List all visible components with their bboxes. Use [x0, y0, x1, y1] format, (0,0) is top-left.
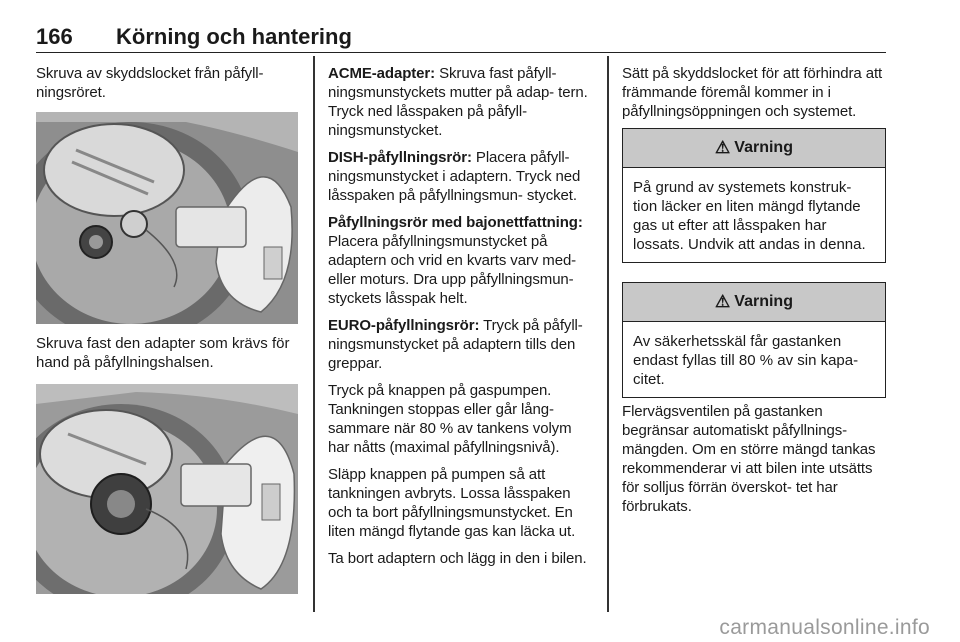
warning-title: Varning [734, 293, 793, 310]
warning-text: Av säkerhetsskäl får gastanken endast fyllas till 80 % av sin kapa- citet. [633, 333, 859, 388]
warning-box-2 [622, 282, 886, 398]
acme-paragraph [328, 64, 592, 140]
dish-paragraph [328, 148, 592, 205]
column-3 [622, 64, 886, 129]
warning-header [623, 129, 885, 168]
page-title: Körning och hantering [116, 24, 352, 49]
satt-paragraph: Sätt på skyddslocket för att förhindra att främmande föremål kommer in i påfyllningsöppningen och systemet. [622, 65, 883, 120]
photo-fuel-filler-cap [36, 112, 298, 324]
caption-adapter: Skruva fast den adapter som krävs för hand på påfyllningshalsen. [36, 335, 290, 371]
euro-text: Tryck på påfyll- ningsmunstycket på adaptern tills den greppar. [328, 317, 583, 372]
column-divider-2 [607, 56, 609, 612]
page-number: 166 [36, 24, 73, 49]
acme-term: ACME-adapter: [328, 65, 436, 82]
warning-box-1 [622, 128, 886, 263]
column-1 [36, 64, 300, 110]
dish-text: Placera påfyll- ningsmunstycket i adaptern. Tryck ned låsspaken på påfyllningsmun- stycket. [328, 149, 581, 204]
euro-term: EURO-påfyllningsrör: [328, 317, 480, 334]
slapp-paragraph: Släpp knappen på pumpen så att tankningen avbryts. Lossa låsspaken och ta bort påfyllningsmunstycket. En liten mängd flytande gas kan läcka ut. [328, 466, 576, 540]
photo-adapter-mounted [36, 384, 298, 594]
warning-header [623, 283, 885, 322]
watermark: carmanualsonline.info [719, 616, 930, 639]
flervag-block [622, 402, 886, 524]
warning-title: Varning [734, 139, 793, 156]
bajonett-text: Placera påfyllningsmunstycket på adaptern och vrid en kvarts varv med- eller moturs. Dra upp påfyllningsmun- styckets låsspak helt. [328, 233, 577, 307]
bajonett-term: Påfyllningsrör med bajonettfattning: [328, 214, 583, 231]
bajonett-paragraph [328, 213, 592, 308]
column-divider-1 [313, 56, 315, 612]
warning-text: På grund av systemets konstruk- tion läcker en liten mängd flytande gas ut efter att låsspaken har lossats. Undvik att andas in denna. [633, 179, 866, 253]
dish-term: DISH-påfyllningsrör: [328, 149, 472, 166]
flervag-paragraph: Flervägsventilen på gastanken begränsar automatiskt påfyllnings- mängden. Om en större mängd tankas rekommenderar vi att bilen inte utsätts för solljus förrän överskot- tet har förbrukats. [622, 403, 876, 515]
acme-text: Skruva fast påfyll- ningsmunstyckets mutter på adap- tern. Tryck ned låsspaken på påfyll- ningsmunstycket. [328, 65, 588, 139]
ta-bort-paragraph: Ta bort adaptern och lägg in den i bilen. [328, 550, 587, 567]
intro-paragraph: Skruva av skyddslocket från påfyll- ningsröret. [36, 65, 264, 101]
tryck-paragraph: Tryck på knappen på gaspumpen. Tankningen stoppas eller går lång- sammare när 80 % av tankens volym har nåtts (maximal påfyllningsnivå). [328, 382, 572, 456]
column-2 [328, 64, 592, 576]
warning-triangle-icon: ⚠ [715, 138, 731, 157]
page-header [36, 22, 886, 53]
euro-paragraph [328, 316, 592, 373]
warning-triangle-icon: ⚠ [715, 292, 731, 311]
